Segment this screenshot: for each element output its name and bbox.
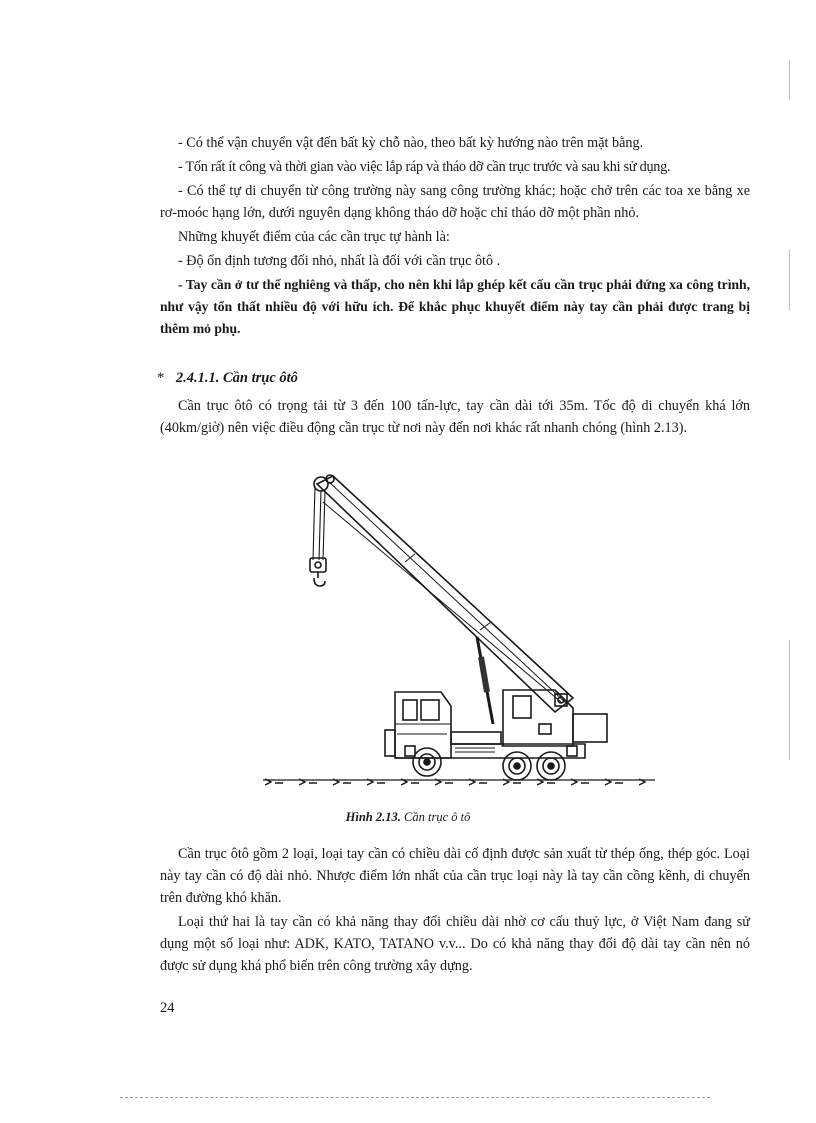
truck-crane-icon xyxy=(255,462,660,792)
bottom-text-block xyxy=(160,843,750,979)
margin-mark xyxy=(789,250,790,310)
page-number: 24 xyxy=(160,1000,175,1016)
margin-mark xyxy=(789,60,790,100)
paragraph: Cần trục ôtô gồm 2 loại, loại tay cần có chiều dài cố định được sản xuất từ thép ống, thép góc. Loại này tay cần có độ dài nhỏ. Nhược điểm lớn nhất của cần trục loại này là tay cần cồng kềnh, di chuyển trên đường khó khăn. xyxy=(160,846,750,906)
paragraph: Cần trục ôtô có trọng tải từ 3 đến 100 tấn-lực, tay cần dài tới 35m. Tốc độ di chuyển khá lớn (40km/giờ) nên việc điều động cần trục từ nơi này đến nơi khác rất nhanh chóng (hình 2.13). xyxy=(160,398,750,436)
paragraph: - Tốn rất ít công và thời gian vào việc lắp ráp và tháo dỡ cần trục trước và sau khi sử dụng. xyxy=(178,159,671,175)
section-heading xyxy=(157,370,298,387)
section-title: 2.4.1.1. Cần trục ôtô xyxy=(175,370,298,386)
caption-text: Cần trục ô tô xyxy=(404,810,471,824)
caption-label: Hình 2.13. xyxy=(345,810,401,824)
bottom-rule xyxy=(120,1097,710,1098)
paragraph: Loại thứ hai là tay cần có khả năng thay đổi chiều dài nhờ cơ cấu thuỷ lực, ở Việt Nam đang sử dụng một số loại như: ADK, KATO, TATANO v.v... Do có khả năng thay đổi độ dài tay cần nên nó được sử dụng khá phổ biến trên công trường xây dựng. xyxy=(160,914,750,974)
margin-mark xyxy=(789,640,790,760)
paragraph: - Độ ổn định tương đối nhỏ, nhất là đối với cần trục ôtô . xyxy=(178,253,501,269)
paragraph: - Có thể vận chuyển vật đến bất kỳ chỗ nào, theo bất kỳ hướng nào trên mặt bằng. xyxy=(178,135,644,151)
top-text-block xyxy=(160,132,750,342)
star-icon: * xyxy=(157,370,165,386)
paragraph: - Có thể tự di chuyển từ công trường này sang công trường khác; hoặc chở trên các toa xe bằng xe rơ-moóc hạng lớn, dưới nguyên dạng không tháo dỡ hoặc chỉ tháo dỡ một phần nhỏ. xyxy=(160,183,750,221)
paragraph: Những khuyết điểm của các cần trục tự hành là: xyxy=(178,229,450,245)
intro-text-block xyxy=(160,395,750,441)
truck-crane-figure xyxy=(255,462,660,792)
figure-caption xyxy=(0,810,816,825)
paragraph: - Tay cần ở tư thế nghiêng và thấp, cho nên khi lắp ghép kết cấu cần trục phải đứng xa công trình, như vậy tổn thất nhiều độ với hữu ích. Để khắc phục khuyết điểm này tay cần phải được trang bị thêm mỏ phụ. xyxy=(160,277,750,336)
